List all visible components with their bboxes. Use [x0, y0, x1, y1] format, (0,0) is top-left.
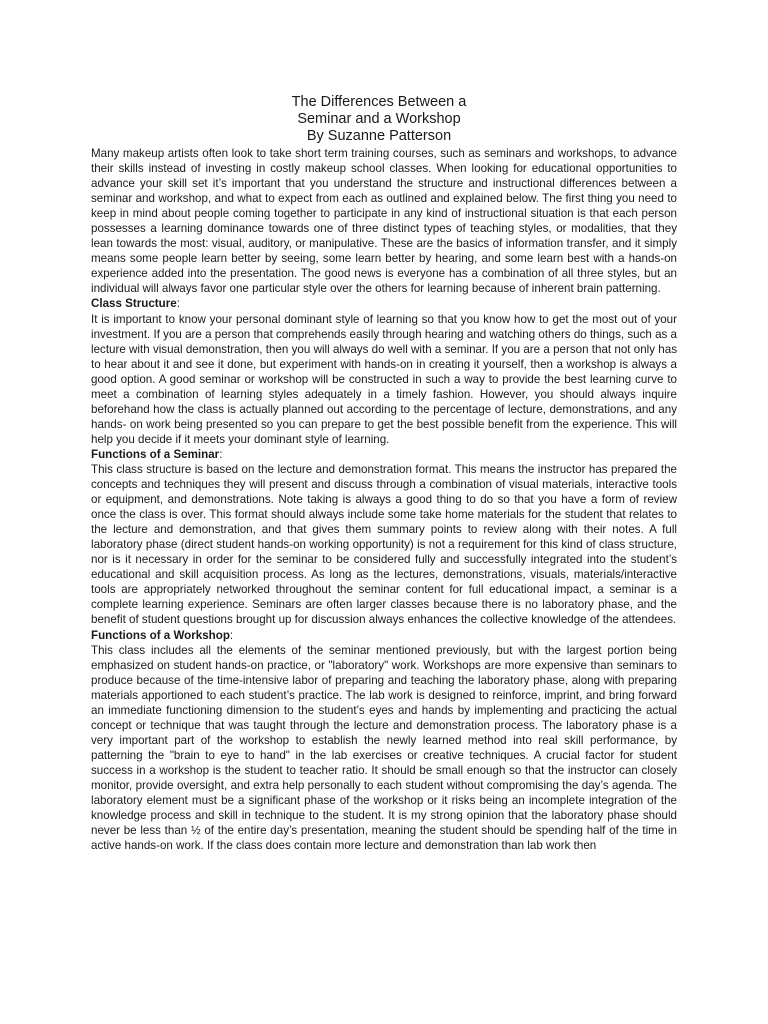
section-heading-class-structure	[91, 296, 677, 311]
section-body-class-structure: It is important to know your personal dominant style of learning so that you know how to get the most out of your investment. If you are a person that comprehends easily through hearing and watching others do things, such as a lecture with visual demonstration, then you will always do well with a seminar. If you are a person that not only has to hear about it and see it done, but experiment with hands-on in creating it yourself, then a workshop is always a good option. A good seminar or workshop will be constructed in such a way to provide the best learning curve to meet a combination of learning styles adequately in a timely fashion. However, you should always inquire beforehand how the class is actually planned out according to the percentage of lecture, demonstrations, and any hands- on work being presented so you can prepare to get the best possible benefit from the experience. This will help you decide if it meets your dominant style of learning.	[91, 312, 677, 446]
section-heading-text: Functions of a Workshop	[91, 628, 230, 642]
title-line-2: Seminar and a Workshop	[297, 111, 461, 127]
heading-colon: :	[219, 447, 223, 461]
section-body-workshop: This class includes all the elements of the seminar mentioned previously, but with the largest portion being emphasized on student hands-on practice, or "laboratory" work. Workshops are more expensive than seminars to produce because of the time-intensive labor of preparing and teaching the laboratory phase, along with preparing materials apportioned to each student’s practice. The lab work is designed to reinforce, imprint, and bring forward an immediate functioning dimension to the student’s eyes and hands by implementing and practicing the actual concept or technique that was taught through the lecture and demonstration process. The laboratory phase is a very important part of the workshop to establish the newly learned method into real skill performance, by patterning the "brain to eye to hand" in the lab exercises or creative techniques. A crucial factor for student success in a workshop is the student to teacher ratio. It should be small enough so that the instructor can closely monitor, provide oversight, and extra help personally to each student without compromising the day’s agenda. The laboratory element must be a significant phase of the workshop or it risks being an incomplete integration of the knowledge process and skill in technique to the student. It is my strong opinion that the laboratory phase should never be less than ½ of the entire day’s presentation, meaning the student should be spending half of the time in active hands-on work. If the class does contain more lecture and demonstration than lab work then	[91, 643, 677, 853]
section-heading-workshop	[91, 628, 677, 643]
title-line-1: The Differences Between a	[291, 94, 467, 110]
document-page	[91, 94, 677, 853]
section-heading-text: Class Structure	[91, 297, 177, 311]
section-heading-text: Functions of a Seminar	[91, 447, 220, 461]
heading-colon: :	[176, 297, 180, 311]
heading-colon: :	[229, 628, 234, 642]
author-line: By Suzanne Patterson	[306, 128, 452, 144]
section-body-seminar: This class structure is based on the lecture and demonstration format. This means the instructor has prepared the concepts and techniques they will present and discuss through a combination of visual materials, interactive tools or equipment, and demonstrations. Note taking is always a good thing to do so that you have a form of review once the class is over. This format should always include some take home materials for the student that relates to the lecture and demonstration, and that gives them summary points to review along with their notes. A full laboratory phase (direct student hands-on working opportunity) is not a requirement for this kind of class structure, nor is it necessary in order for the seminar to be considered fully and successfully integrated into the student’s educational and skill acquisition process. As long as the lectures, demonstrations, visuals, materials/interactive tools are appropriately networked throughout the seminar content for full educational impact, a seminar is a complete learning experience. Seminars are often larger classes because there is no laboratory phase, and the benefit of student questions brought up for discussion always enhances the collective knowledge of the attendees.	[91, 462, 677, 627]
intro-paragraph: Many makeup artists often look to take short term training courses, such as seminars and workshops, to advance their skills instead of investing in costly makeup school classes. When looking for educational opportunities to advance your skill set it’s important that you understand the structure and instructional differences between a seminar and workshop, and what to expect from each as outlined and explained below. The first thing you need to keep in mind about people coming together to participate in any kind of instructional situation is that each person possesses a learning dominance towards one of three distinct types of teaching styles, or modalities, that they lean towards the most: visual, auditory, or manipulative. These are the basics of information transfer, and it simply means some people learn better by seeing, some learn better by hearing, and some learn best with a hands-on experience added into the presentation. The good news is everyone has a combination of all three styles, but an individual will always favor one particular style over the others for learning because of inherent brain patterning.	[91, 147, 677, 296]
document-title	[86, 94, 672, 145]
section-heading-seminar	[91, 447, 677, 462]
